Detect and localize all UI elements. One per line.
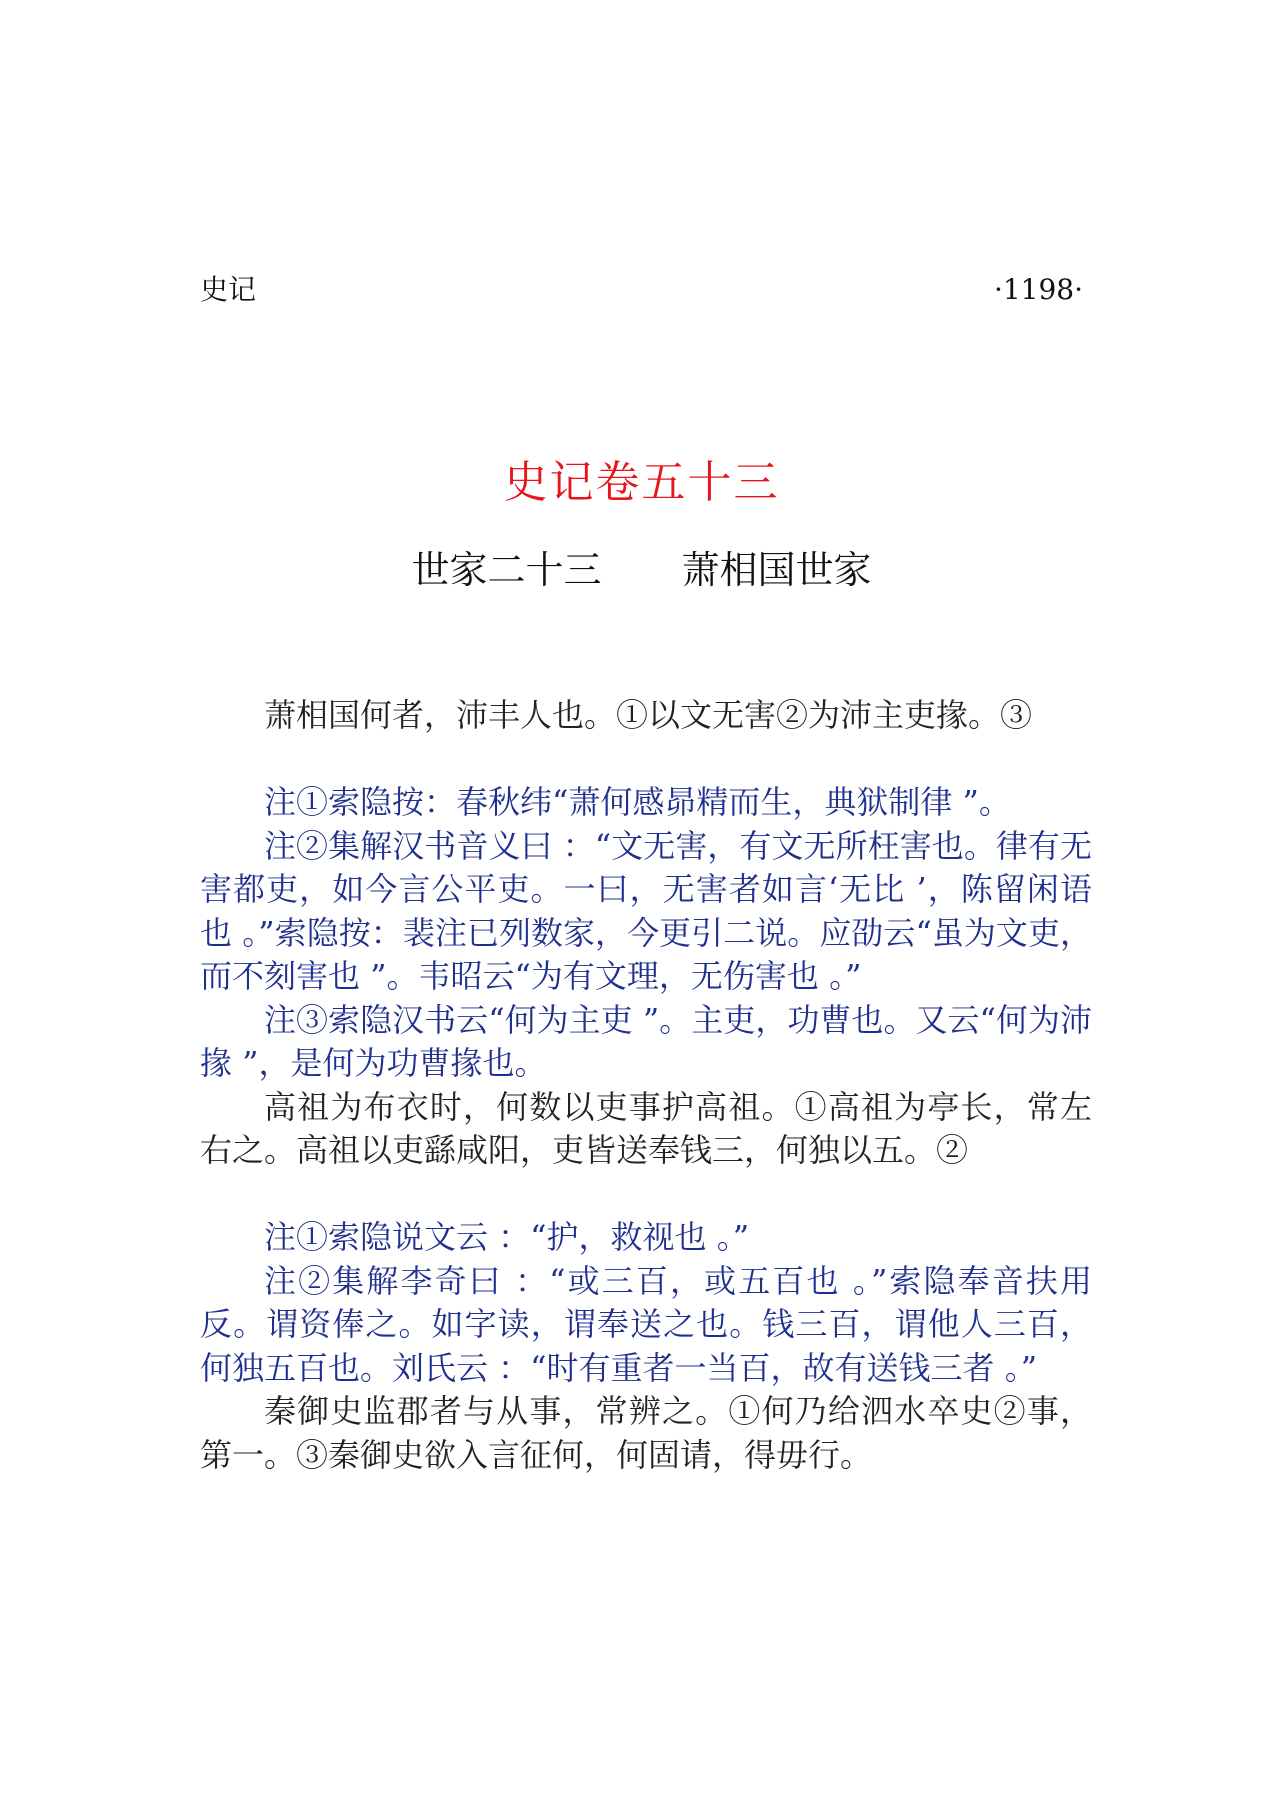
annotation-paragraph: 注②集解李奇曰 ：“或三百，或五百也 。”索隐奉音扶用反。谓资俸之。如字读，谓奉送之也。钱三百，谓他人三百，何独五百也。刘氏云 ：“时有重者一当百，故有送钱三者 。” [200, 1261, 1092, 1387]
page-body [200, 694, 1092, 1477]
annotation-paragraph: 注②集解汉书音义曰 ：“文无害，有文无所枉害也。律有无害都吏，如今言公平吏。一曰，无害者如言‘无比 ’，陈留闲语也 。”索隐按：裴注已列数家，今更引二说。应劭云“虽为文吏，而不刻害也 ”。韦昭云“为有文理，无伤害也 。” [200, 826, 1092, 995]
section-part: 世家二十三 [411, 548, 602, 592]
main-text-paragraph: 秦御史监郡者与从事，常辨之。①何乃给泗水卒史②事，第一。③秦御史欲入言征何，何固请，得毋行。 [200, 1392, 1092, 1474]
main-text-paragraph: 萧相国何者，沛丰人也。①以文无害②为沛主吏掾。③ [264, 696, 1033, 734]
annotation-paragraph: 注③索隐汉书云“何为主吏 ”。主吏，功曹也。又云“何为沛掾 ”，是何为功曹掾也。 [200, 1000, 1092, 1082]
page-number: ·1198· [993, 273, 1083, 306]
paragraph-spacer [200, 1173, 1092, 1217]
volume-title: 史记卷五十三 [503, 457, 780, 508]
section-title [0, 540, 1283, 600]
annotation-paragraph: 注①索隐按：春秋纬“萧何感昴精而生，典狱制律 ”。 [264, 783, 1011, 821]
annotation-paragraph: 注①索隐说文云 ：“护，救视也 。” [264, 1218, 750, 1256]
page-header [200, 270, 1083, 310]
book-title: 史记 [200, 273, 257, 306]
main-text-paragraph: 高祖为布衣时，何数以吏事护高祖。①高祖为亭长，常左右之。高祖以吏繇咸阳，吏皆送奉钱三，何独以五。② [200, 1087, 1092, 1169]
paragraph-spacer [200, 738, 1092, 782]
section-name: 萧相国世家 [681, 548, 872, 592]
